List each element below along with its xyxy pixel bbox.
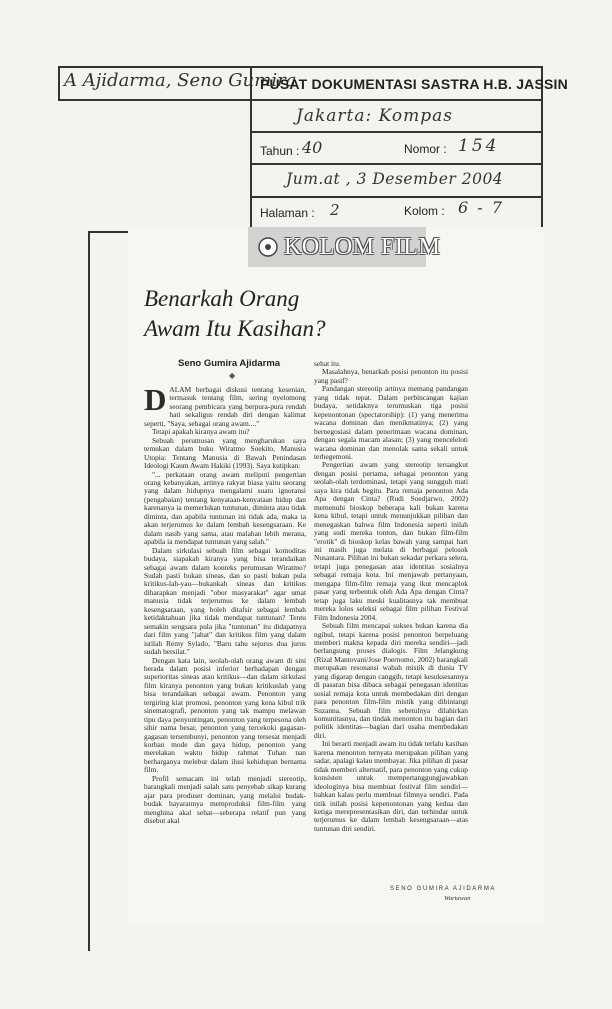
handwritten-source: Jakarta: Kompas: [296, 106, 453, 126]
paragraph-text: "... perkataan orang awam meliputi pengertian orang kebanyakan, artinya rakyat biasa yaitu seorang yang dalam hidupnya mengalami suatu ignoransi (pengabaian) tentang kenyataan-kenyataan hidup dan karenanya ia memerlukan tuntunan, diminta atau tidak diminta, dan apabila tuntunan ini tidak ada, maka ia akan terjerumus ke dalam lembah kesengsaraan. Ke dalam nasib yang sama, atau malahan lebih merana, apabila ia mendapat tuntunan yang salah.": [144, 469, 306, 547]
paragraph-text: Tetapi apakah kiranya awam itu?: [152, 427, 250, 437]
archive-title: PUSAT DOKUMENTASI SASTRA H.B. JASSIN: [260, 76, 568, 92]
section-title: KOLOM FILM: [284, 234, 441, 260]
year-label: Tahun :: [260, 144, 300, 158]
paragraph-text: Pandangan stereotip artinya memang pandangan yang tidak tepat. Dalam perbincangan kajian budaya, setidaknya terumuskan tiga posisi kepenontonan (spectatorship): (1) yang menerima wacana dominan dan menikmatinya; (2) yang bernegosiasi dalam penerimaan wacana dominan, dengan segala macam alasan; (3) yang menceleloti wacana dominan dan menolak sama sekali untuk terhegemoni.: [314, 384, 468, 461]
page-label: Halaman :: [260, 206, 315, 220]
paragraph-text: Masalahnya, benarkah posisi penonton itu posisi yang pasif?: [314, 367, 468, 385]
paragraph-text: sehat itu.: [314, 360, 341, 368]
article-paragraph: [144, 657, 306, 775]
paragraph-text: Sebuah perumusan yang mengharukan saya temukan dalam buku Wiratmo Soekito, Manusia Utopia: Tentang Manusia di Bawah Penindasan Ideologi Kaum Awam Hakiki (1993). Saya kutipkan:: [144, 435, 306, 471]
paragraph-text: Sebuah film mencapai sukses bukan karena dia ngibul, tetapi karena posisi penonton berpeluang memberi makna kepada diri mereka sendiri—jadi berlangsung proses dialogis. Film Jelangkung (Rizal Mantovani/Jose Poernomo, 2002) barangkali merupakan resonansi wabah mistik di dunia TV yang digarap dengan canggih, tetapi kesuksesannya di pasaran bisa dibaca sebagai penegasan identitas sosial remaja kota untuk membedakan diri dengan para penonton film-film mistik yang dibintangi Suzanna. Sebuah film sebetulnya dilahirkan komunitasnya, dan tindak menonton itu bagian dari politik identitas—bagian dari usaha membedakan diri.: [314, 621, 468, 740]
handwritten-date: Jum.at , 3 Desember 2004: [286, 170, 504, 188]
archive-header-form: [0, 0, 612, 230]
article-title-line-2: Awam Itu Kasihan?: [144, 316, 326, 341]
paragraph-text: ALAM berbagai diskusi tentang kesenian, termasuk tentang film, sering nyelomong seorang pembicara yang berpura-pura rendah hati sekaligus rendah diri dengan kalimat seperti, "Saya, sebagai orang awam....": [144, 386, 306, 428]
article-paragraph: [314, 461, 468, 622]
article-paragraph: [314, 622, 468, 740]
article-paragraph: [144, 386, 306, 428]
form-left-border: [58, 66, 60, 100]
paragraph-text: Ini berarti menjadi awam itu tidak terlalu kasihan karena menonton ternyata merupakan pilihan yang sadar, apalagi kalau membayar. Jika pilihan di pasar tidak memberi alternatif, para penonton yang cukup konsisten untuk mempertanggungjawabkan ideologinya bisa membuat festival film sendiri—bahkan kalau perlu membuat filmnya sendiri. Pada titik inilah posisi kepenontonan yang kedua dan ketiga merepresentasikan diri, dan terhindar untuk terjerumus ke dalam lembah kesengsaraan—atas tuntunan diri sendiri.: [314, 739, 468, 833]
year-value: 40: [302, 138, 323, 157]
article-left-column: [144, 386, 306, 908]
author-signature: SENO GUMIRA AJIDARMA: [390, 886, 497, 892]
paragraph-text: Dengan kata lain, seolah-olah orang awam di sini berada dalam posisi inferior berhadapan dengan superioritas sineas atau kritikus—dan dalam sirkulasi film kiranya penonton yang bukan kritikuslah yang bisa terandaikan sebagai awam. Penonton yang tergiring kiat promosi, penonton yang kena kibul trik sinematografi, penonton yang tak mampu melawan tipu daya penyuntingan, penonton yang terpesona oleh sihir nama besar, penonton yang tercekoki gagasan-gagasan tersembunyi, penonton yang tersesat menjadi korban mode dan gaya hidup, penonton yang merelakan waktu hidup rahmat Tuhan nan berharganya melebur dalam ilusi kehidupan bernama film.: [144, 655, 306, 775]
form-row-line-2: [250, 163, 542, 165]
drop-cap: D: [144, 386, 167, 417]
number-value: 154: [458, 136, 500, 156]
paragraph-text: Profil semacam ini telah menjadi stereotip, barangkali menjadi salah satu penyebab sikap kurang ajar para produser dominan, yang melalui budak-budak bayarannya memproduksi film-film yang menghina akal sehat—seberapa relatif pun yang disebut akal: [144, 773, 306, 826]
form-row-line-1: [250, 131, 542, 133]
article-paragraph: [144, 775, 306, 826]
article-title-line-1: Benarkah Orang: [144, 286, 300, 311]
article-right-column: [314, 360, 468, 880]
paragraph-text: Pengertian awam yang stereotip tersangkut dengan posisi pertama, sebagai penonton yang seolah-olah terdominasi, tetapi yang sungguh mati saya kira tidak begitu. Para remaja penonton Ada Apa dengan Cinta? (Rudi Soedjarwo, 2002) memenuhi bioskop beberapa kali bukan karena kena kibul, tetapi untuk menunjukkan pilihan dan menegaskan bahwa film Indonesia seperti inilah yang sudi mereka tonton, dan bukan film-film "erotik" di bioskop kelas bawah yang sampai hari ini masih juga melata di berbagai pelosok Nusantara. Pilihan ini bukan sekadar perkara selera, tetapi juga penegasan atas identitas sosialnya sebagai remaja kota. Ini menjawab pertanyaan, mengapa film-film remaja yang ikut mencaplok pasar yang terbentuk oleh Ada Apa dengan Cinta? tetap juga laku meski kualitasnya tak membuat mereka lolos seleksi sebagai film pilihan Festival Film Indonesia 2004.: [314, 460, 468, 622]
author-role: Wartawan: [444, 895, 471, 902]
clipping-left-frame: [88, 231, 90, 951]
column-label: Kolom :: [404, 204, 445, 218]
column-value: 6 - 7: [458, 198, 504, 217]
article-paragraph: [314, 740, 468, 833]
section-banner: [248, 227, 441, 267]
paragraph-text: Dalam sirkulasi sebuah film sebagai komoditas budaya, siapakah kiranya yang bisa terandaikan sebagai awam dalam konteks perumusan Wiratmo? Sudah pasti bukan sineas, dan so pasti bukan pula kritikus-lah-yau—bukankah sineas dan kritikus diharapkan menjadi "obor masyarakat" agar umat manusia tidak terjerumus ke dalam lembah kesengsaraan, yang boleh ditafsir sebagai lembah ketidaktahuan jika tidak mendapat tuntunan? Tentu semakin sengsara pula jika "tuntunan" itu didapatnya dari film yang "jahat" dan kritikus film yang dalam istilah Remy Sylado, "Baru tahu sejurus dua jurus sudah bersilat.": [144, 545, 306, 657]
handwritten-author: A Ajidarma, Seno Gumira: [64, 70, 297, 91]
byline: Seno Gumira Ajidarma: [178, 358, 281, 369]
article-paragraph: [144, 437, 306, 471]
form-top-border: [58, 66, 542, 68]
article-paragraph: [144, 547, 306, 657]
byline-ornament: ◆: [229, 371, 236, 380]
article-paragraph: [314, 385, 468, 461]
article-paragraph: [144, 471, 306, 547]
article-paragraph: [314, 368, 468, 385]
number-label: Nomor :: [404, 142, 447, 156]
page-value: 2: [330, 201, 340, 219]
form-divider: [58, 99, 542, 101]
